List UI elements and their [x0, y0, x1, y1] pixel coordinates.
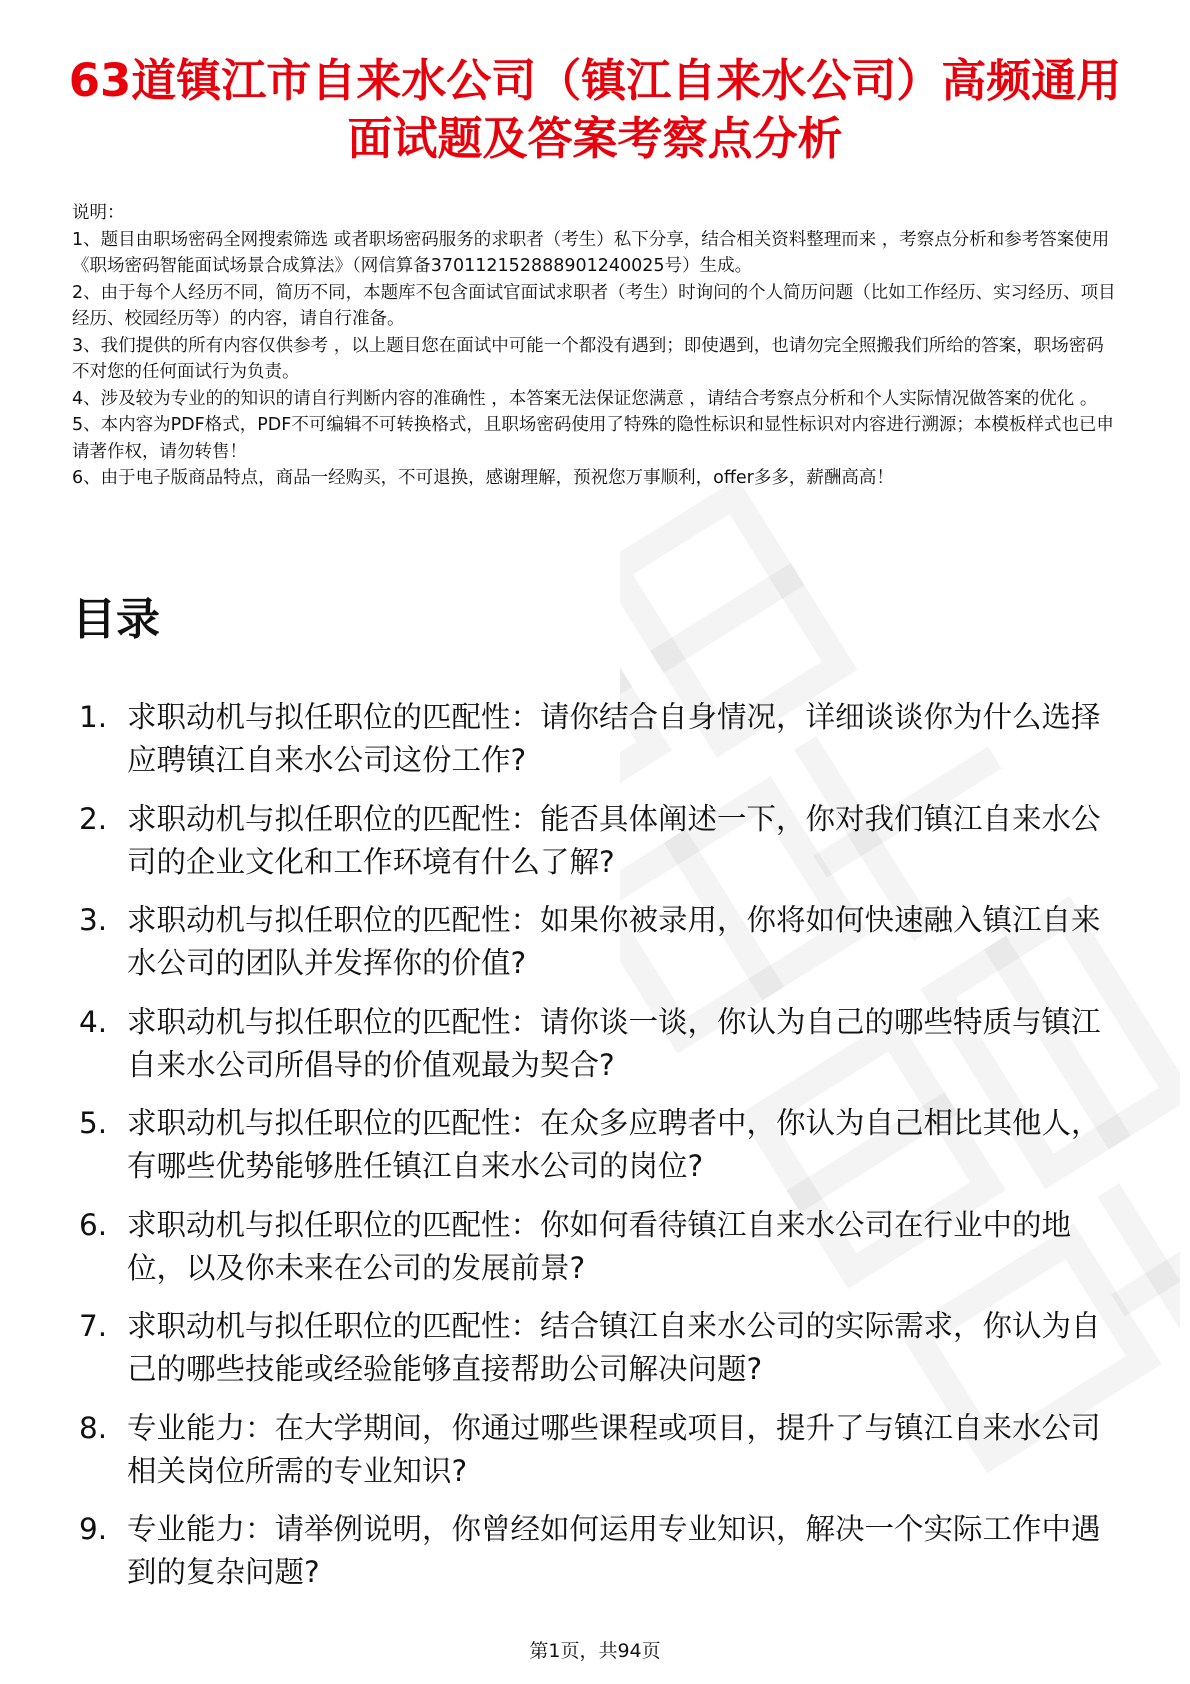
note-item: 6、由于电子版商品特点，商品一经购买，不可退换，感谢理解，预祝您万事顺利，offer多多，薪酬高高！ — [72, 468, 894, 488]
notes-section — [72, 200, 1120, 492]
toc-item-number: 7. — [79, 1309, 108, 1343]
toc-item-text: 专业能力：在大学期间，你通过哪些课程或项目，提升了与镇江自来水公司相关岗位所需的专业知识? — [127, 1410, 1101, 1488]
toc-item[interactable] — [72, 696, 1122, 782]
note-item: 1、题目由职场密码全网搜索筛选 或者职场密码服务的求职者（考生）私下分享，结合相关资料整理而来 ，考察点分析和参考答案使用《职场密码智能面试场景合成算法》（网信算备370112152888901240025号）生成。 — [72, 229, 1110, 276]
toc-item-text: 求职动机与拟任职位的匹配性：你如何看待镇江自来水公司在行业中的地位，以及你未来在公司的发展前景? — [127, 1207, 1072, 1285]
note-item: 3、我们提供的所有内容仅供参考 ，以上题目您在面试中可能一个都没有遇到；即使遇到，也请勿完全照搬我们所给的答案，职场密码不对您的任何面试行为负责。 — [72, 335, 1104, 382]
toc-item-number: 6. — [79, 1207, 108, 1242]
toc-item-text: 求职动机与拟任职位的匹配性：如果你被录用，你将如何快速融入镇江自来水公司的团队并发挥你的价值? — [127, 903, 1101, 980]
toc-heading: 目录 — [72, 594, 160, 645]
toc-item-number: 4. — [79, 1004, 108, 1039]
toc-item-number: 5. — [79, 1106, 108, 1140]
toc-item[interactable] — [72, 1407, 1122, 1493]
toc-item-text: 求职动机与拟任职位的匹配性：在众多应聘者中，你认为自己相比其他人，有哪些优势能够胜任镇江自来水公司的岗位? — [127, 1106, 1101, 1183]
toc-item-text: 求职动机与拟任职位的匹配性：结合镇江自来水公司的实际需求，你认为自己的哪些技能或经验能够直接帮助公司解决问题? — [127, 1309, 1101, 1386]
toc-list — [72, 696, 1122, 1610]
toc-item[interactable] — [72, 1001, 1122, 1087]
toc-item-number: 1. — [79, 700, 108, 734]
toc-item-text: 求职动机与拟任职位的匹配性：请你结合自身情况，详细谈谈你为什么选择应聘镇江自来水公司这份工作? — [127, 700, 1101, 777]
toc-item-number: 2. — [79, 801, 108, 836]
note-item: 4、涉及较为专业的的知识的请自行判断内容的准确性 ，本答案无法保证您满意 ，请结合考察点分析和个人实际情况做答案的优化 。 — [72, 388, 1098, 409]
toc-item[interactable] — [72, 1508, 1122, 1594]
toc-item-text: 专业能力：请举例说明，你曾经如何运用专业知识，解决一个实际工作中遇到的复杂问题? — [127, 1512, 1101, 1589]
toc-item-number: 8. — [79, 1410, 108, 1445]
notes-heading: 说明： — [72, 203, 125, 223]
toc-item-text: 求职动机与拟任职位的匹配性：请你谈一谈，你认为自己的哪些特质与镇江自来水公司所倡导的价值观最为契合? — [127, 1004, 1101, 1082]
document-title: 63道镇江市自来水公司（镇江自来水公司）高频通用面试题及答案考察点分析 — [68, 54, 1122, 165]
toc-item[interactable] — [72, 1204, 1122, 1290]
toc-item[interactable] — [72, 1102, 1122, 1188]
toc-item-number: 9. — [79, 1512, 108, 1546]
note-item: 2、由于每个人经历不同，简历不同，本题库不包含面试官面试求职者（考生）时询问的个人简历问题（比如工作经历、实习经历、项目经历、校园经历等）的内容，请自行准备。 — [72, 282, 1116, 329]
toc-item[interactable] — [72, 899, 1122, 985]
note-item: 5、本内容为PDF格式，PDF不可编辑不可转换格式，且职场密码使用了特殊的隐性标识和显性标识对内容进行溯源；本模板样式也已申请著作权，请勿转售！ — [72, 415, 1114, 462]
toc-item[interactable] — [72, 1305, 1122, 1391]
toc-item-number: 3. — [79, 903, 108, 937]
toc-item[interactable] — [72, 798, 1122, 884]
page-number: 第1页，共94页 — [529, 1640, 661, 1662]
toc-item-text: 求职动机与拟任职位的匹配性：能否具体阐述一下，你对我们镇江自来水公司的企业文化和工作环境有什么了解? — [127, 801, 1101, 879]
